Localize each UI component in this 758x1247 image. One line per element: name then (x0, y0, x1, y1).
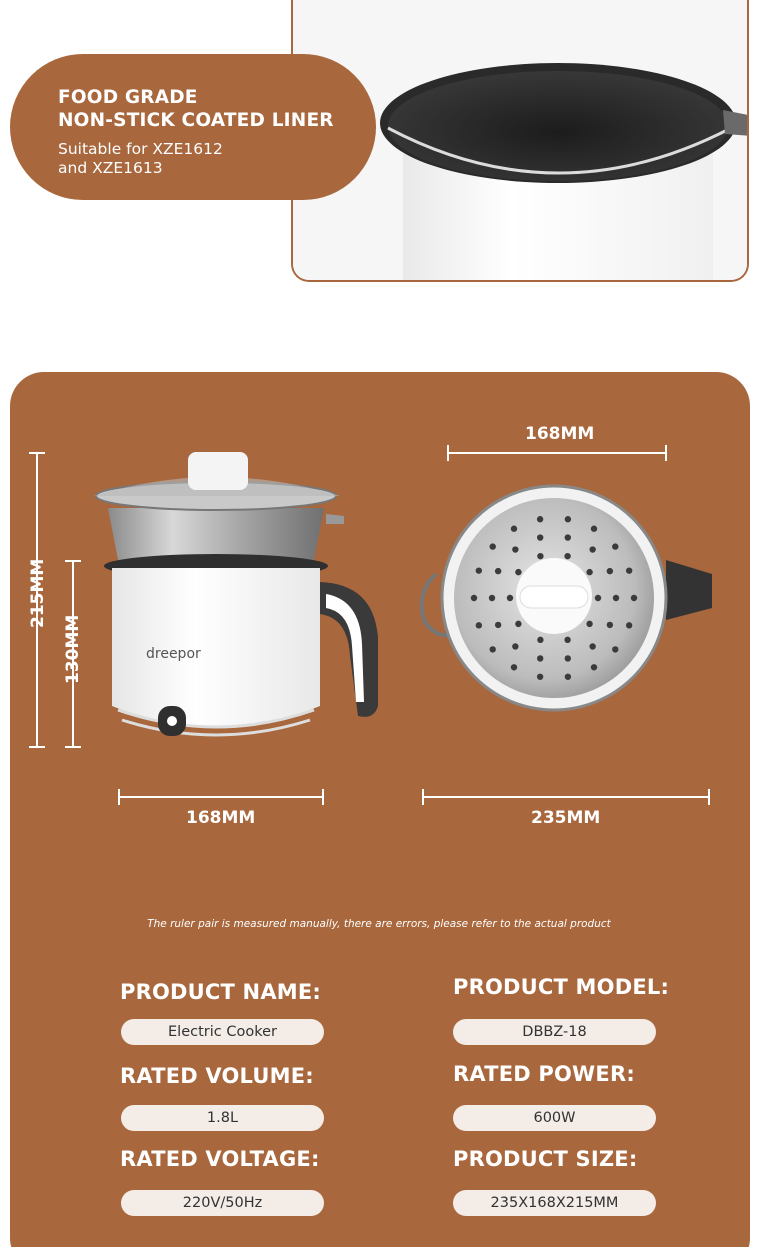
steamer-hole (537, 534, 543, 540)
steamer-hole (626, 567, 632, 573)
spec-product-name-value: Electric Cooker (121, 1019, 324, 1045)
side-width-ruler (118, 796, 324, 798)
steamer-hole (565, 655, 571, 661)
spec-rated-voltage-value: 220V/50Hz (121, 1190, 324, 1216)
steamer-hole (607, 568, 613, 574)
steamer-hole (607, 622, 613, 628)
top-depth-ruler (447, 452, 667, 454)
top-width-ruler (422, 796, 710, 798)
steamer-hole (589, 643, 595, 649)
spec-product-model-value: DBBZ-18 (453, 1019, 656, 1045)
steamer-hole (564, 637, 570, 643)
measurement-disclaimer: The ruler pair is measured manually, there are errors, please refer to the actual product (147, 918, 611, 930)
spec-product-size-label: PRODUCT SIZE: (453, 1147, 638, 1171)
steamer-hole (511, 664, 517, 670)
steamer-hole (591, 526, 597, 532)
spec-product-name-label: PRODUCT NAME: (120, 980, 322, 1004)
steamer-hole (626, 622, 632, 628)
height-total-label: 215MM (28, 558, 48, 628)
steamer-hole (591, 664, 597, 670)
spec-rated-voltage-label: RATED VOLTAGE: (120, 1147, 320, 1171)
top-width-label: 235MM (531, 808, 601, 828)
spec-rated-power-value: 600W (453, 1105, 656, 1131)
steamer-hole (537, 637, 543, 643)
steamer-hole (490, 543, 496, 549)
steamer-hole (507, 595, 513, 601)
cooker-top-view-image (416, 484, 716, 724)
steamer-hole (565, 534, 571, 540)
brand-logo: dreepor (146, 646, 201, 662)
steamer-hole (612, 543, 618, 549)
liner-subtitle-line1: Suitable for XZE1612 (58, 140, 223, 158)
liner-subtitle (58, 140, 318, 178)
steamer-hole (537, 516, 543, 522)
spec-rated-volume-value: 1.8L (121, 1105, 324, 1131)
steamer-hole (565, 674, 571, 680)
height-body-label: 130MM (63, 614, 83, 684)
steamer-hole (512, 643, 518, 649)
spec-product-model-label: PRODUCT MODEL: (453, 975, 670, 999)
steamer-hole (564, 553, 570, 559)
steamer-hole (495, 622, 501, 628)
steamer-hole (476, 622, 482, 628)
cooker-side-view-image (88, 448, 388, 748)
steamer-hole (511, 526, 517, 532)
steamer-hole (595, 595, 601, 601)
steamer-hole (512, 546, 518, 552)
steamer-hole (586, 621, 592, 627)
steamer-hole (471, 595, 477, 601)
steamer-hole (537, 674, 543, 680)
steamer-hole (612, 646, 618, 652)
spec-rated-volume-label: RATED VOLUME: (120, 1064, 314, 1088)
steamer-hole (565, 516, 571, 522)
steamer-hole (515, 569, 521, 575)
steamer-hole (589, 546, 595, 552)
steamer-hole (537, 553, 543, 559)
top-depth-label: 168MM (525, 424, 595, 444)
steamer-hole (537, 655, 543, 661)
spec-rated-power-label: RATED POWER: (453, 1062, 635, 1086)
liner-title-line2: NON-STICK COATED LINER (58, 110, 334, 131)
steamer-hole (631, 595, 637, 601)
steamer-hole (489, 595, 495, 601)
liner-title (58, 86, 368, 132)
steamer-hole (586, 569, 592, 575)
liner-subtitle-line2: and XZE1613 (58, 159, 163, 177)
side-width-label: 168MM (186, 808, 256, 828)
steamer-hole (515, 621, 521, 627)
steamer-hole (495, 568, 501, 574)
steamer-hole (490, 646, 496, 652)
liner-title-line1: FOOD GRADE (58, 87, 198, 108)
spec-product-size-value: 235X168X215MM (453, 1190, 656, 1216)
steamer-hole (613, 595, 619, 601)
steamer-hole (476, 567, 482, 573)
